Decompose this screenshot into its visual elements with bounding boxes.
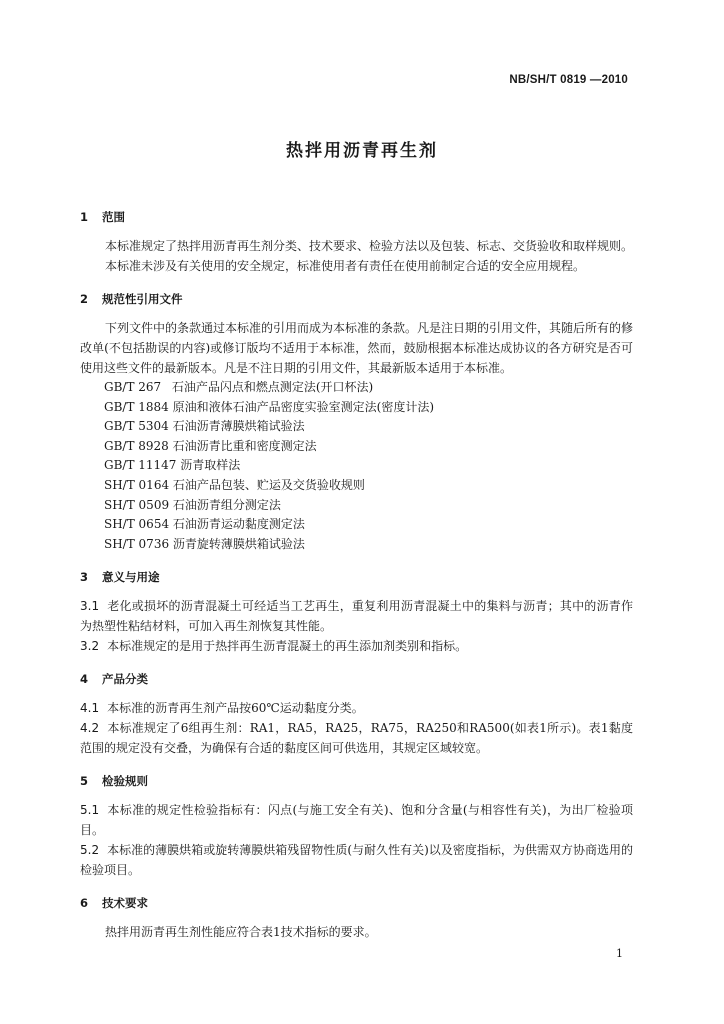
reference-title: 石油沥青组分测定法	[172, 497, 281, 512]
reference-title: 石油产品闪点和燃点测定法(开口杯法)	[171, 380, 374, 394]
section-title: 检验规则	[102, 774, 148, 789]
reference-title: 沥青取样法	[180, 458, 241, 473]
reference-code: SH/T 0654	[104, 517, 170, 532]
clause-text: 本标准的沥青再生剂产品按60℃运动黏度分类。	[107, 701, 364, 716]
document-title: 热拌用沥青再生剂	[286, 141, 438, 161]
reference-title: 石油沥青比重和密度测定法	[172, 438, 317, 453]
reference-item	[104, 456, 633, 476]
section-classification	[80, 668, 633, 758]
section-significance	[80, 566, 633, 656]
section-title: 范围	[102, 210, 125, 224]
reference-code: GB/T 267	[104, 380, 162, 394]
section-heading	[80, 288, 633, 310]
section-number: 3	[80, 570, 89, 585]
reference-code: GB/T 5304	[104, 419, 169, 434]
section-title: 技术要求	[102, 896, 148, 911]
section-number: 5	[80, 774, 89, 789]
clause-number: 3.1	[80, 599, 100, 614]
section-heading	[80, 770, 633, 792]
section-scope	[80, 206, 633, 276]
clause-number: 4.2	[80, 721, 100, 736]
paragraph: 热拌用沥青再生剂性能应符合表1技术指标的要求。	[105, 925, 377, 940]
clause-text: 老化或损坏的沥青混凝土可经适当工艺再生，重复利用沥青混凝土中的集料与沥青；其中的沥青作为热塑性粘结材料，可加入再生剂恢复其性能。	[80, 599, 633, 634]
section-number: 2	[80, 292, 89, 306]
reference-item	[104, 437, 633, 457]
reference-title: 沥青旋转薄膜烘箱试验法	[172, 536, 305, 551]
section-heading	[80, 668, 633, 690]
clause	[80, 800, 633, 840]
clause	[80, 698, 633, 718]
clause-text: 本标准规定的是用于热拌再生沥青混凝土的再生添加剂类别和指标。	[107, 639, 468, 654]
reference-list	[80, 378, 633, 554]
clause	[80, 636, 633, 656]
reference-item	[104, 515, 633, 535]
reference-item	[104, 496, 633, 516]
reference-item	[104, 398, 633, 418]
paragraph: 下列文件中的条款通过本标准的引用而成为本标准的条款。凡是注日期的引用文件，其随后所有的修改单(不包括勘误的内容)或修订版均不适用于本标准，然而，鼓励根据本标准达成协议的各方研究是否可使用这些文件的最新版本。凡是不注日期的引用文件，其最新版本适用于本标准。	[80, 321, 634, 375]
reference-code: SH/T 0509	[104, 497, 170, 512]
reference-title: 原油和液体石油产品密度实验室测定法(密度计法)	[172, 399, 435, 414]
section-title: 产品分类	[102, 672, 148, 687]
reference-title: 石油沥青运动黏度测定法	[172, 517, 305, 532]
page-number: 1	[616, 947, 623, 960]
section-number: 6	[80, 896, 89, 911]
section-number: 1	[80, 210, 89, 224]
reference-code: GB/T 8928	[104, 438, 169, 453]
section-heading	[80, 566, 633, 588]
section-normative-references	[80, 288, 633, 554]
section-technical-requirements	[80, 892, 633, 942]
reference-title: 石油沥青薄膜烘箱试验法	[172, 419, 305, 434]
clause-number: 3.2	[80, 639, 100, 654]
clause-number: 5.1	[80, 803, 100, 818]
reference-code: GB/T 1884	[104, 399, 169, 414]
clause	[80, 718, 633, 758]
section-inspection-rules	[80, 770, 633, 880]
reference-code: SH/T 0164	[104, 477, 170, 492]
section-heading	[80, 206, 633, 228]
clause-number: 4.1	[80, 701, 100, 716]
reference-item	[104, 535, 633, 555]
clause-number: 5.2	[80, 843, 100, 858]
clause-text: 本标准的规定性检验指标有：闪点(与施工安全有关)、饱和分含量(与相容性有关)，为出厂检验项目。	[80, 803, 633, 838]
clause-text: 本标准的薄膜烘箱或旋转薄膜烘箱残留物性质(与耐久性有关)以及密度指标，为供需双方协商选用的检验项目。	[80, 843, 633, 878]
standard-code: NB/SH/T 0819 —2010	[509, 74, 628, 86]
section-number: 4	[80, 672, 89, 687]
reference-item	[104, 417, 633, 437]
section-heading	[80, 892, 633, 914]
reference-code: GB/T 11147	[104, 458, 177, 473]
reference-item	[104, 378, 633, 398]
document-body	[80, 206, 633, 942]
reference-item	[104, 476, 633, 496]
paragraph: 本标准未涉及有关使用的安全规定，标准使用者有责任在使用前制定合适的安全应用规程。	[105, 259, 586, 273]
clause	[80, 596, 633, 636]
paragraph: 本标准规定了热拌用沥青再生剂分类、技术要求、检验方法以及包装、标志、交货验收和取样规则。	[105, 239, 634, 253]
reference-code: SH/T 0736	[104, 536, 170, 551]
section-title: 规范性引用文件	[102, 292, 183, 306]
reference-title: 石油产品包装、贮运及交货验收规则	[172, 477, 365, 492]
clause-text: 本标准规定了6组再生剂：RA1，RA5，RA25，RA75，RA250和RA500(如表1所示)。表1黏度范围的规定没有交叠，为确保有合适的黏度区间可供选用，其规定区域较宽。	[80, 721, 633, 756]
clause	[80, 840, 633, 880]
section-title: 意义与用途	[102, 570, 160, 585]
